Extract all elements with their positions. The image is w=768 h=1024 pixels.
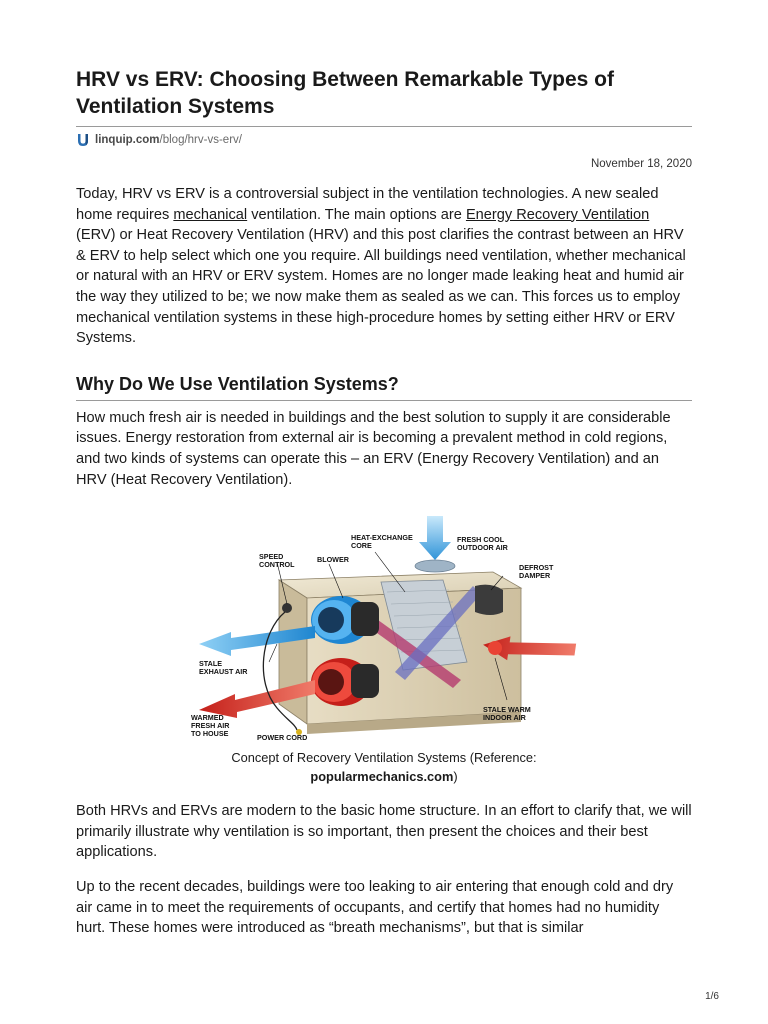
title-divider	[76, 126, 692, 127]
blower-motor-top	[351, 602, 379, 636]
label-core-2: CORE	[351, 541, 372, 551]
label-core-1: HEAT-EXCHANGE	[351, 533, 413, 543]
source-link-path[interactable]: /blog/hrv-vs-erv/	[159, 134, 242, 146]
label-speed-control-2: CONTROL	[259, 560, 295, 570]
mechanical-link[interactable]: mechanical	[173, 206, 248, 223]
label-fresh-2: OUTDOOR AIR	[457, 543, 508, 553]
fresh-air-down-arrow	[419, 516, 451, 560]
defrost-damper	[475, 585, 503, 615]
label-stale-warm-1: STALE WARM	[483, 705, 531, 715]
page-number: 1/6	[705, 991, 719, 1002]
red-blower-inlet	[318, 669, 344, 695]
publish-date: November 18, 2020	[590, 158, 692, 170]
intro-paragraph	[76, 184, 692, 349]
section-heading: Why Do We Use Ventilation Systems?	[76, 373, 399, 394]
caption-text: Concept of Recovery Ventilation Systems (Reference:	[231, 750, 537, 766]
label-warmed-3: TO HOUSE	[191, 729, 229, 739]
linquip-logo-icon	[76, 133, 90, 147]
label-warmed-1: WARMED	[191, 713, 224, 723]
section-divider	[76, 400, 692, 401]
label-blower: BLOWER	[317, 555, 349, 565]
caption-source[interactable]: popularmechanics.com	[310, 769, 454, 785]
label-defrost-1: DEFROST	[519, 563, 554, 573]
document-page	[76, 66, 692, 939]
intro-text-2: ventilation. The main options are	[247, 206, 466, 223]
section-paragraph: How much fresh air is needed in buildings and the best solution to supply it are considerable issues. Energy restoration from external air is becoming a prevalent method in cold regions, and two kinds of systems can operate this – an ERV (Energy Recovery Ventilation) and an HRV (Heat Recovery Ventilation).	[76, 409, 671, 488]
paragraph-4: Up to the recent decades, buildings were too leaking to air entering that enough cold and dry air came in to meet the requirements of occupants, and certify that homes had no humidity hurt. These homes were introduced as “breath mechanisms”, but that is similar	[76, 878, 674, 937]
label-defrost-2: DAMPER	[519, 571, 551, 581]
label-fresh-1: FRESH COOL	[457, 535, 505, 545]
label-stale-warm-2: INDOOR AIR	[483, 713, 526, 723]
figure-caption	[76, 748, 692, 786]
fresh-air-collar	[415, 560, 455, 572]
ventilation-diagram-svg	[191, 512, 577, 742]
speed-control-knob	[282, 603, 292, 613]
housing-left	[279, 580, 307, 724]
blue-blower-inlet	[318, 607, 344, 633]
filter-swirl	[488, 641, 502, 655]
paragraph-3: Both HRVs and ERVs are modern to the basic home structure. In an effort to clarify that, we will primarily illustrate why ventilation is so important, then present the choices and their best applications.	[76, 803, 692, 861]
energy-recovery-ventilation-link[interactable]: Energy Recovery Ventilation	[465, 206, 650, 223]
caption-close: )	[453, 769, 458, 785]
label-warmed-2: FRESH AIR	[191, 721, 230, 731]
label-speed-control-1: SPEED	[259, 552, 284, 562]
intro-text-1: Today, HRV vs ERV is a controversial subject in the ventilation technologies. A new sealed home requires	[76, 186, 659, 223]
ventilation-diagram	[191, 512, 577, 742]
source-link-host[interactable]: linquip.com	[95, 134, 160, 146]
page-title: HRV vs ERV: Choosing Between Remarkable Types of Ventilation Systems	[76, 68, 614, 118]
label-power-cord: POWER CORD	[257, 733, 308, 743]
label-stale-2: EXHAUST AIR	[199, 667, 248, 677]
intro-text-3: (ERV) or Heat Recovery Ventilation (HRV) and this post clarifies the contrast between an HRV & ERV to help select which one you require. All buildings need ventilation, whether mechanical or natural with an HRV or ERV system. Homes are no longer made leaking heat and humid air the way they utilized to be; we now make them as sealed as we can. This forces us to employ mechanical ventilation systems in these high-procedure homes by setting either HRV or ERV Systems.	[76, 227, 686, 347]
label-stale-1: STALE	[199, 659, 223, 669]
blower-motor-bottom	[351, 664, 379, 698]
source-line	[76, 132, 692, 148]
